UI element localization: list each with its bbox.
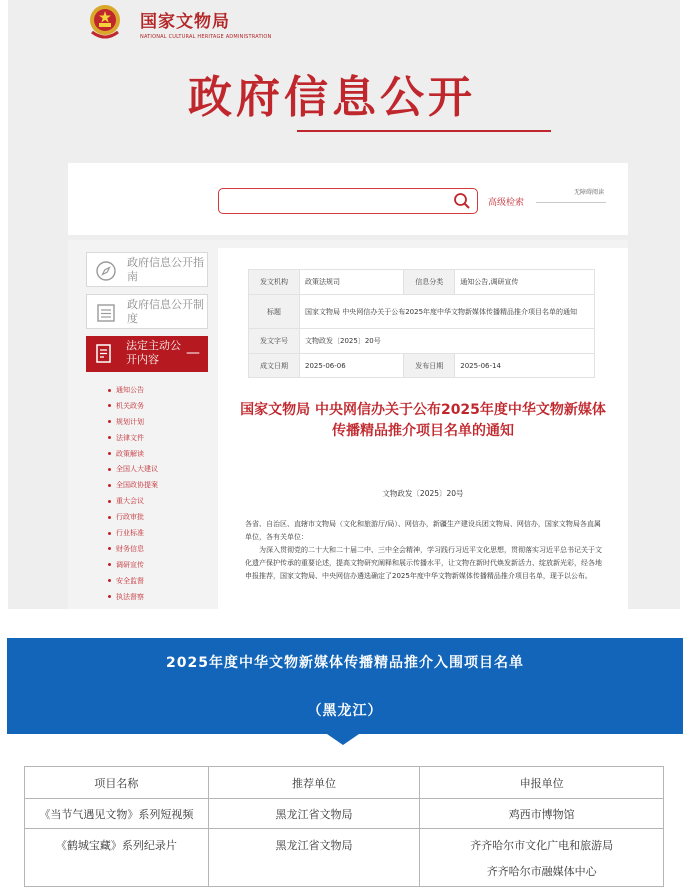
sub-item-label: 政策解读: [116, 449, 144, 458]
table-header-row: [25, 767, 664, 799]
document-meta-table: [248, 269, 595, 378]
sub-item[interactable]: [108, 526, 218, 542]
page-title: 政府信息公开: [188, 72, 476, 123]
bullet-icon: [108, 532, 111, 535]
column-header: 项目名称: [25, 767, 209, 799]
project-name: 《鹤城宝藏》系列纪录片: [25, 829, 209, 887]
sub-item[interactable]: [108, 399, 218, 415]
bullet-icon: [108, 404, 111, 407]
sidebar-item-label: 政府信息公开制度: [127, 298, 204, 325]
meta-value: 政策法规司: [300, 270, 404, 295]
banner-pointer: [327, 734, 359, 745]
divider: [536, 202, 606, 203]
sub-item-label: 行政审批: [116, 513, 144, 522]
page-screenshot: [8, 0, 680, 609]
bullet-icon: [108, 595, 111, 598]
search-box: [218, 188, 478, 214]
meta-key: 标题: [249, 295, 300, 329]
sub-item[interactable]: [108, 462, 218, 478]
meta-row: [249, 295, 595, 329]
meta-key: 发文字号: [249, 329, 300, 354]
sidebar-item-label: 政府信息公开指南: [127, 256, 204, 283]
meta-key: 信息分类: [404, 270, 455, 295]
sub-item-label: 机关政务: [116, 401, 144, 410]
table-row: [25, 829, 664, 887]
sub-item-label: 安全监督: [116, 576, 144, 585]
sub-item-label: 规划计划: [116, 417, 144, 426]
sub-item[interactable]: [108, 510, 218, 526]
meta-row: [249, 329, 595, 354]
sidebar-sub-list: [108, 383, 218, 605]
sub-item[interactable]: [108, 574, 218, 590]
org-name-en: NATIONAL CULTURAL HERITAGE ADMINISTRATION: [140, 34, 272, 40]
meta-key: 成文日期: [249, 354, 300, 378]
sub-item[interactable]: [108, 447, 218, 463]
meta-value: 2025-06-06: [300, 354, 404, 378]
bullet-icon: [108, 468, 111, 471]
org-name: 国家文物局: [140, 12, 230, 32]
article-panel: [218, 248, 628, 609]
applying-unit-secondary: 齐齐哈尔市融媒体中心: [486, 865, 597, 878]
national-emblem-icon: [86, 2, 124, 42]
meta-value: 文物政发〔2025〕20号: [300, 329, 595, 354]
table-row: [25, 799, 664, 829]
applying-unit-cell: [420, 829, 664, 887]
sidebar-item-system[interactable]: [86, 294, 208, 329]
column-header: 申报单位: [420, 767, 664, 799]
sidebar-item-active-content[interactable]: [86, 336, 208, 372]
advanced-search-link[interactable]: 高级检索: [488, 198, 525, 208]
bullet-icon: [108, 436, 111, 439]
sub-item-label: 行业标准: [116, 529, 144, 538]
compass-icon: [95, 260, 117, 282]
search-icon[interactable]: [453, 192, 471, 210]
document-list-icon: [95, 302, 117, 324]
sub-item-label: 全国政协提案: [116, 481, 158, 490]
sidebar-item-guide[interactable]: [86, 252, 208, 287]
bullet-icon: [108, 500, 111, 503]
meta-row: [249, 354, 595, 378]
content-area: [68, 240, 628, 609]
sub-item[interactable]: [108, 478, 218, 494]
bullet-icon: [108, 516, 111, 519]
bullet-icon: [108, 452, 111, 455]
title-underline: [297, 130, 551, 132]
bullet-icon: [108, 563, 111, 566]
bullet-icon: [108, 579, 111, 582]
applying-unit: 鸡西市博物馆: [420, 799, 664, 829]
search-bar: [68, 163, 628, 235]
sub-item-label: 财务信息: [116, 544, 144, 553]
sub-item[interactable]: [108, 590, 218, 606]
project-name: 《当节气遇见文物》系列短视频: [25, 799, 209, 829]
collapse-icon[interactable]: —: [186, 345, 200, 361]
sub-item-label: 执法督察: [116, 592, 144, 601]
sub-item-label: 重大会议: [116, 497, 144, 506]
recommending-unit: 黑龙江省文物局: [208, 829, 420, 887]
sub-item-label: 全国人大建议: [116, 465, 158, 474]
meta-key: 发布日期: [404, 354, 455, 378]
bullet-icon: [108, 389, 111, 392]
meta-value: 2025-06-14: [455, 354, 595, 378]
project-table: [24, 766, 664, 887]
sub-item[interactable]: [108, 383, 218, 399]
document-edit-icon: [94, 343, 114, 365]
bullet-icon: [108, 420, 111, 423]
recommending-unit: 黑龙江省文物局: [208, 799, 420, 829]
bullet-icon: [108, 547, 111, 550]
accessibility-link[interactable]: 无障碍阅读: [574, 189, 605, 196]
sidebar-item-label: 法定主动公开内容: [126, 339, 181, 366]
sub-item-label: 法律文件: [116, 433, 144, 442]
article-docno: 文物政发〔2025〕20号: [382, 489, 464, 498]
meta-key: 发文机构: [249, 270, 300, 295]
article-salutation: 各省、自治区、直辖市文物局（文化和旅游厅/局）、网信办，新疆生产建设兵团文物局、网信办，国家文物局各直属单位，各有关单位：: [245, 520, 601, 542]
column-header: 推荐单位: [208, 767, 420, 799]
article-body: [245, 518, 605, 583]
meta-value: 国家文物局 中央网信办关于公布2025年度中华文物新媒体传播精品推介项目名单的通知: [300, 295, 595, 329]
sub-item[interactable]: [108, 494, 218, 510]
bullet-icon: [108, 484, 111, 487]
sub-item[interactable]: [108, 415, 218, 431]
article-paragraph: 为深入贯彻党的二十大和二十届二中、三中全会精神，学习践行习近平文化思想，贯彻落实习近平总书记关于文化遗产保护传承的重要论述，提高文物研究阐释和展示传播水平，让文物在新时代焕发新活力、绽放新光彩，经各地申报推荐，国家文物局、中央网信办遴选确定了2025年度中华文物新媒体传播精品推介项目名单，现予以公布。: [245, 546, 602, 581]
article-title: 国家文物局 中央网信办关于公布2025年度中华文物新媒体传播精品推介项目名单的通知: [240, 402, 606, 439]
search-input[interactable]: [225, 191, 447, 211]
sub-item[interactable]: [108, 431, 218, 447]
sub-item[interactable]: [108, 542, 218, 558]
sub-item[interactable]: [108, 558, 218, 574]
meta-row: [249, 270, 595, 295]
sub-item-label: 调研宣传: [116, 560, 144, 569]
banner-title: 2025年度中华文物新媒体传播精品推介入围项目名单: [166, 655, 524, 671]
list-banner: [7, 638, 683, 734]
applying-unit: 齐齐哈尔市文化广电和旅游局: [470, 839, 614, 852]
sub-item-label: 通知公告: [116, 386, 144, 394]
banner-region: （黑龙江）: [307, 703, 383, 719]
meta-value: 通知公告,调研宣传: [455, 270, 595, 295]
